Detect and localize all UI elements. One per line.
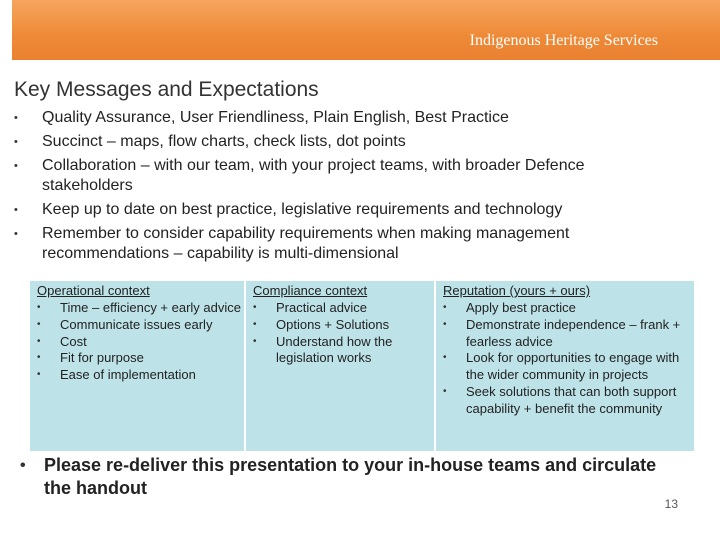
list-item bbox=[14, 132, 654, 152]
bullet-icon: • bbox=[20, 457, 26, 474]
bullet-text: Succinct – maps, flow charts, check lists, dot points bbox=[42, 133, 406, 150]
column-heading: Compliance context bbox=[253, 283, 368, 298]
list-item bbox=[443, 350, 693, 384]
bullet-icon: • bbox=[37, 369, 41, 381]
list-item bbox=[253, 300, 433, 317]
bullet-text: Please re-deliver this presentation to your in-house teams and circulate the handout bbox=[44, 455, 657, 498]
item-text: Time – efficiency + early advice bbox=[60, 300, 241, 315]
header-band bbox=[12, 0, 720, 60]
column-list bbox=[443, 300, 693, 418]
list-item bbox=[37, 334, 242, 351]
item-text: Demonstrate independence – frank + fearless advice bbox=[466, 316, 681, 349]
bullet-icon: • bbox=[443, 385, 447, 397]
compliance-context-column bbox=[244, 281, 434, 451]
page-number: 13 bbox=[664, 497, 678, 511]
list-item bbox=[37, 317, 242, 334]
list-item bbox=[443, 317, 693, 351]
list-item bbox=[443, 300, 693, 317]
item-text: Ease of implementation bbox=[60, 367, 196, 383]
item-text: Cost bbox=[60, 333, 87, 349]
bullet-icon: • bbox=[37, 302, 41, 313]
list-item bbox=[253, 317, 433, 334]
bullet-icon: • bbox=[14, 160, 18, 172]
bullet-icon: • bbox=[14, 112, 18, 124]
column-heading: Operational context bbox=[37, 283, 150, 298]
list-item bbox=[14, 224, 654, 264]
list-item bbox=[20, 454, 660, 500]
final-message-list bbox=[20, 454, 660, 500]
org-name: Indigenous Heritage Services bbox=[469, 32, 658, 49]
slide-title: Key Messages and Expectations bbox=[14, 78, 319, 101]
bullet-icon: • bbox=[443, 318, 447, 330]
column-heading: Reputation (yours + ours) bbox=[443, 283, 591, 298]
bullet-icon: • bbox=[253, 302, 257, 313]
item-text: Seek solutions that can both support capability + benefit the community bbox=[466, 383, 677, 416]
operational-context-column bbox=[30, 281, 244, 451]
bullet-icon: • bbox=[253, 335, 257, 347]
bullet-icon: • bbox=[443, 302, 447, 313]
list-item bbox=[14, 108, 654, 128]
bullet-text: Remember to consider capability requirements when making management recommendations – capability is multi-dimensional bbox=[42, 225, 570, 262]
bullet-icon: • bbox=[253, 318, 257, 330]
bullet-icon: • bbox=[443, 352, 447, 364]
bullet-text: Keep up to date on best practice, legislative requirements and technology bbox=[42, 201, 563, 218]
bullet-text: Collaboration – with our team, with your project teams, with broader Defence stakeholders bbox=[42, 157, 585, 194]
bullet-text: Quality Assurance, User Friendliness, Plain English, Best Practice bbox=[42, 109, 509, 126]
list-item bbox=[37, 350, 242, 367]
expectations-panel bbox=[30, 281, 694, 451]
item-text: Apply best practice bbox=[466, 300, 576, 315]
bullet-icon: • bbox=[14, 228, 18, 240]
list-item bbox=[37, 367, 242, 384]
column-list bbox=[253, 300, 433, 367]
item-text: Fit for purpose bbox=[60, 350, 144, 366]
list-item bbox=[14, 200, 654, 220]
key-messages-list bbox=[14, 108, 654, 268]
item-text: Options + Solutions bbox=[276, 316, 390, 332]
bullet-icon: • bbox=[37, 352, 41, 364]
column-list bbox=[37, 300, 242, 384]
list-item bbox=[253, 334, 433, 368]
reputation-column bbox=[434, 281, 694, 451]
bullet-icon: • bbox=[14, 136, 18, 148]
list-item bbox=[14, 156, 654, 196]
item-text: Understand how the legislation works bbox=[276, 333, 393, 366]
list-item bbox=[443, 384, 693, 418]
item-text: Communicate issues early bbox=[60, 316, 213, 332]
item-text: Practical advice bbox=[276, 300, 368, 315]
list-item bbox=[37, 300, 242, 317]
item-text: Look for opportunities to engage with the wider community in projects bbox=[466, 350, 680, 383]
bullet-icon: • bbox=[37, 335, 41, 347]
bullet-icon: • bbox=[37, 318, 41, 330]
bullet-icon: • bbox=[14, 204, 18, 216]
